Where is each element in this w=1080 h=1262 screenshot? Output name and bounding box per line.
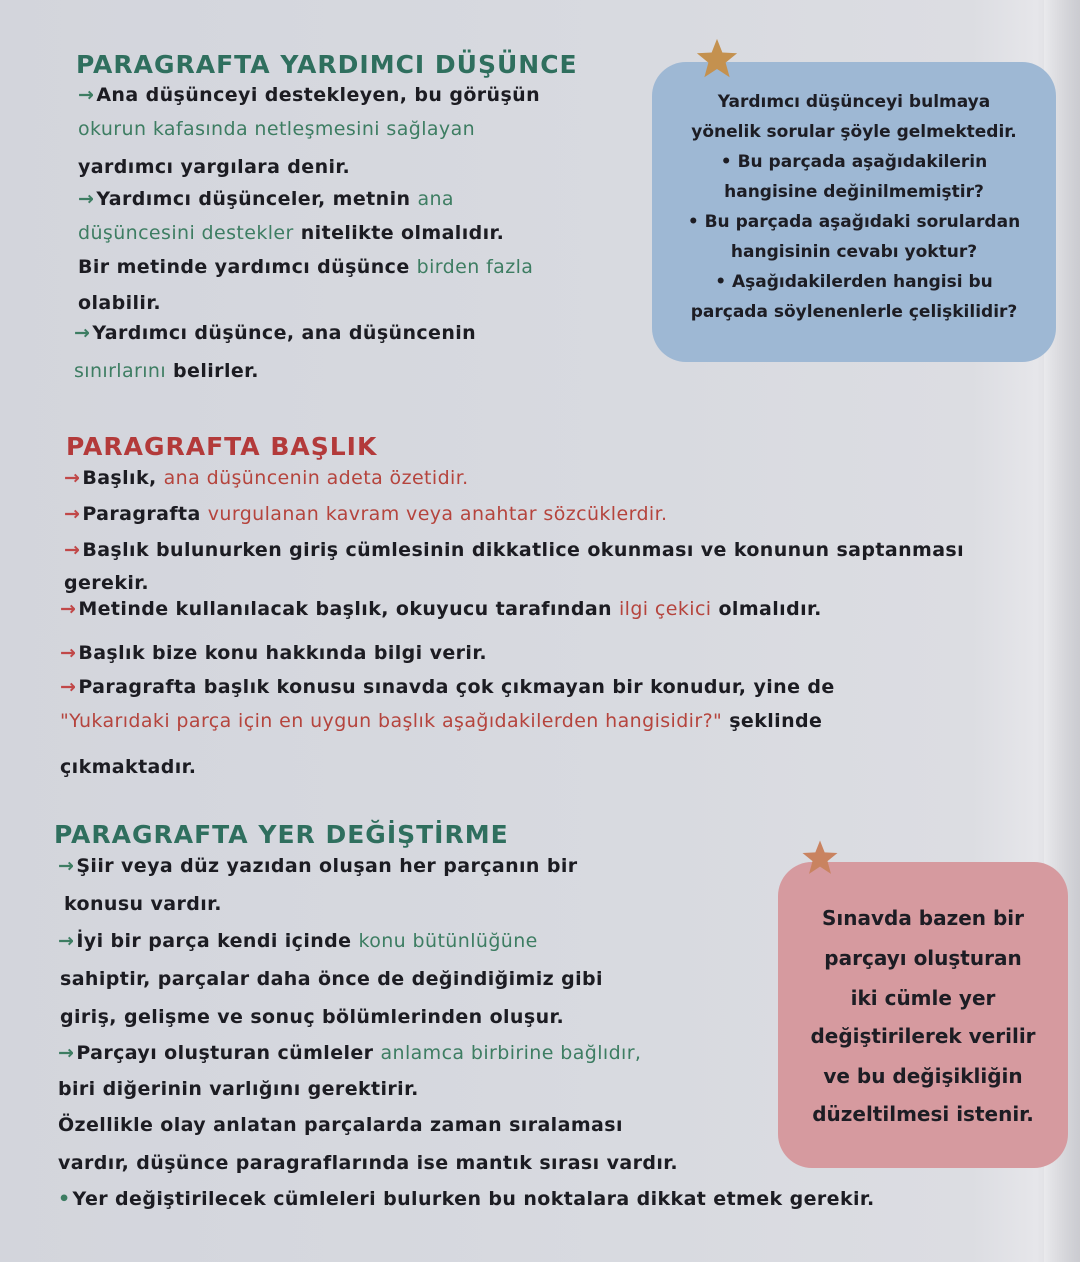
arrow-icon: →: [78, 84, 95, 106]
text-line: "Yukarıdaki parça için en uygun başlık aşağıdakilerden hangisidir?" şeklinde: [60, 710, 823, 732]
section-title-heading: PARAGRAFTA BAŞLIK: [66, 432, 378, 461]
text-line: → Yardımcı düşünceler, metnin ana: [78, 188, 454, 210]
note-line: • Bu parçada aşağıdaki sorulardan: [687, 212, 1021, 232]
text-line: → Paragrafta vurgulanan kavram veya anahtar sözcüklerdir.: [64, 503, 668, 525]
arrow-icon: →: [58, 1042, 75, 1064]
text-line: okurun kafasında netleşmesini sağlayan: [78, 118, 476, 140]
note-line: parçayı oluşturan: [824, 946, 1022, 970]
text-line: çıkmaktadır.: [60, 756, 197, 778]
text-line: giriş, gelişme ve sonuç bölümlerinden oluşur.: [60, 1006, 565, 1028]
note-line: hangisinin cevabı yoktur?: [730, 242, 978, 262]
text-line: yardımcı yargılara denir.: [78, 156, 351, 178]
arrow-icon: →: [78, 188, 95, 210]
arrow-icon: →: [74, 322, 91, 344]
arrow-icon: →: [58, 855, 75, 877]
text-line: sınırlarını belirler.: [74, 360, 259, 382]
section-title-helper: PARAGRAFTA YARDIMCI DÜŞÜNCE: [76, 50, 578, 79]
text-line: → Başlık, ana düşüncenin adeta özetidir.: [64, 467, 469, 489]
text-line: → Yardımcı düşünce, ana düşüncenin: [74, 322, 477, 344]
text-line: → Parçayı oluşturan cümleler anlamca birbirine bağlıdır,: [58, 1042, 642, 1064]
star-icon: [694, 36, 740, 82]
note-line: ve bu değişikliğin: [823, 1064, 1023, 1088]
star-icon: [800, 838, 840, 878]
note-box-pink: [778, 862, 1068, 1168]
text-line: vardır, düşünce paragraflarında ise mantık sırası vardır.: [58, 1152, 678, 1174]
text-line: • Yer değiştirilecek cümleleri bulurken bu noktalara dikkat etmek gerekir.: [58, 1188, 875, 1210]
note-line: yönelik sorular şöyle gelmektedir.: [691, 122, 1017, 142]
arrow-icon: →: [64, 539, 81, 561]
text-line: → Paragrafta başlık konusu sınavda çok çıkmayan bir konudur, yine de: [60, 676, 835, 698]
note-line: hangisine değinilmemiştir?: [724, 182, 984, 202]
arrow-icon: →: [60, 598, 77, 620]
section-title-reorder: PARAGRAFTA YER DEĞİŞTİRME: [54, 820, 509, 849]
text-line: sahiptir, parçalar daha önce de değindiğimiz gibi: [60, 968, 603, 990]
note-line: • Bu parçada aşağıdakilerin: [720, 152, 988, 172]
text-line: Özellikle olay anlatan parçalarda zaman sıralaması: [58, 1114, 623, 1136]
text-line: → Başlık bulunurken giriş cümlesinin dikkatlice okunması ve konunun saptanması: [64, 539, 965, 561]
text-line: → Şiir veya düz yazıdan oluşan her parçanın bir: [58, 855, 578, 877]
text-line: düşüncesini destekler nitelikte olmalıdır.: [78, 222, 505, 244]
arrow-icon: →: [64, 503, 81, 525]
text-line: → Başlık bize konu hakkında bilgi verir.: [60, 642, 488, 664]
text-line: → İyi bir parça kendi içinde konu bütünlüğüne: [58, 930, 538, 952]
note-line: Sınavda bazen bir: [821, 906, 1025, 930]
note-line: • Aşağıdakilerden hangisi bu: [715, 272, 993, 292]
arrow-icon: →: [64, 467, 81, 489]
note-line: Yardımcı düşünceyi bulmaya: [717, 92, 991, 112]
text-line: biri diğerinin varlığını gerektirir.: [58, 1078, 419, 1100]
text-line: olabilir.: [78, 292, 162, 314]
text-line: Bir metinde yardımcı düşünce birden fazla: [78, 256, 534, 278]
arrow-icon: →: [60, 676, 77, 698]
note-box-blue: [652, 62, 1056, 362]
note-line: değiştirilerek verilir: [810, 1024, 1036, 1048]
note-line: iki cümle yer: [850, 986, 996, 1010]
note-line: düzeltilmesi istenir.: [812, 1102, 1034, 1126]
note-line: parçada söylenenlerle çelişkilidir?: [690, 302, 1018, 322]
arrow-icon: →: [58, 930, 75, 952]
text-line: gerekir.: [64, 572, 149, 594]
text-line: konusu vardır.: [64, 893, 222, 915]
arrow-icon: →: [60, 642, 77, 664]
bullet-icon: •: [58, 1188, 71, 1210]
text-line: → Ana düşünceyi destekleyen, bu görüşün: [78, 84, 541, 106]
text-line: → Metinde kullanılacak başlık, okuyucu tarafından ilgi çekici olmalıdır.: [60, 598, 822, 620]
